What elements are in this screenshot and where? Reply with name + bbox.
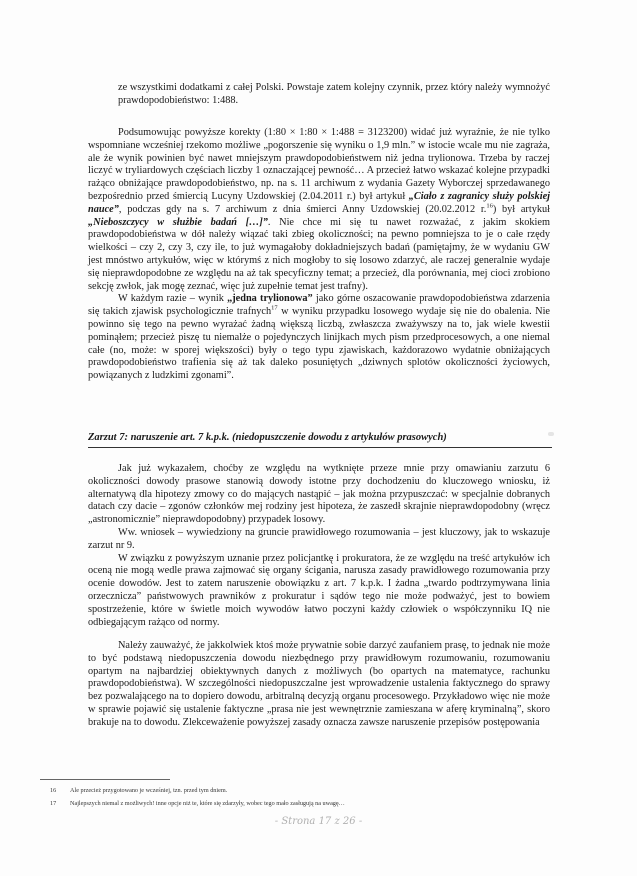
page-number: - Strona 17 z 26 - bbox=[274, 816, 363, 827]
footnote-number: 16 bbox=[50, 787, 57, 794]
summary-section bbox=[88, 127, 550, 383]
argument-section-2 bbox=[88, 640, 550, 730]
footnote-text: Najlepszych niemal z możliwych! inne opcje niż te, które się zdarzyły, wobec tego mało zasługują na uwagę… bbox=[70, 800, 345, 807]
paragraph-text: Podsumowując powyższe korekty (1:80 × 1:80 × 1:488 = 3123200) widać już wyraźnie, że nie tylko wspomniane wcześniej rzekomo możliwe „pogorszenie się wyniku o 1,9 mln.” w istocie wcale mu nie zagraża, ale że wynik powinien być nawet mniejszym prawdopodobieństwem niż jedna trylionowa. Trzeba by raczej liczyć w tryliardowych częściach liczby 1 oznaczającej pewność… A przecież łatwo wskazać kolejne przypadki rażąco obniżające prawdopodobieństwo, np. na s. 11 archiwum z wydania Gazety Wyborczej sprzedawanego bezpośrednio przed śmiercią Lucyny Uzdowskiej (2.04.2011 r.) był artykuł bbox=[88, 127, 550, 202]
scan-artifact bbox=[548, 432, 554, 436]
article-title: „Ciało z zagranicy służy polskiej nauce” bbox=[88, 190, 550, 215]
paragraph-text: , podczas gdy na s. 7 archiwum z dnia śmierci Anny Uzdowskiej (20.02.2012 r. bbox=[118, 203, 487, 215]
paragraph-conclusion bbox=[88, 293, 550, 383]
paragraph-text: W związku z powyższym uznanie przez policjantkę i prokuratora, że ze względu na treść artykułów ich oceną nie mogą wedle prawa zajmować się organy ścigania, narusza zasady prawidłowego rozumowania przy ocenie dowodów. Jest to zatem naruszenie obowiązku z art. 7 k.p.k. I żadna „twardo podtrzymywana linia orzecznicza” państwowych prawników z prokuratur i sądów tego nie może podważyć, jest to bowiem spostrzeżenie, które w świetle moich wywodów łatwo poczyni każdy człowiek o współczynniku IQ nie odbiegającym rażąco od normy. bbox=[88, 552, 550, 628]
footnote-text: Ale przecież przygotowano je wcześniej, tzn. przed tym dniem. bbox=[70, 787, 228, 794]
paragraph-text: Ww. wniosek – wywiedziony na gruncie prawidłowego rozumowania – jest kluczowy, jak to wskazuje zarzut nr 9. bbox=[88, 526, 550, 551]
footnote-number: 17 bbox=[50, 800, 57, 807]
bold-phrase: „jedna trylionowa” bbox=[227, 293, 313, 305]
paragraph-text: . Nie chce mi się tu nawet rozważać, z jakim skokiem prawdopodobieństwa w dół należy wiązać taki zbieg okoliczności; na pewno pomniejsza to je o całe rzędy wielkości – czy 2, czy 3, czy ile, to już wymagałoby dokładniejszych badań (pamiętajmy, że w wydaniu GW jest mnóstwo artykułów, więc w którymś z nich mogłoby to się losowo zdarzyć, ale raczej generalnie wydaje się nieprawdopodobne ze względu na aż tak specyficzny temat; a przecież, dla porównania, mej cioci zrobiono sekcję zwłok, jak mogę zeznać, więc już zupełnie temat jest trafny). bbox=[88, 216, 550, 292]
section-heading: Zarzut 7: naruszenie art. 7 k.p.k. (niedopuszczenie dowodu z artykułów prasowych) bbox=[88, 432, 447, 443]
paragraph-text: ze wszystkimi dodatkami z całej Polski. Powstaje zatem kolejny czynnik, przez który należy wymnożyć prawdopodobieństwo: 1:488. bbox=[118, 82, 550, 106]
footnote bbox=[50, 784, 570, 797]
paragraph-text: w wyniku przypadku losowego wydaje się nie do obalenia. Nie powinno się tego na pewno wyrażać żadną większą liczbą, zwłaszcza zważywszy na to, jak wiele kwestii pominąłem; przecież piszę tu niemalże o pojedynczych linijkach mych pism przedprocesowych, a one niemal całe (no, może: w sporej większości) były o tego typu zjawiskach, każdorazowo wydatnie obniżających prawdopodobieństwo trafienia się aż tak daleko posuniętych „dziwnych splotów okoliczności życiowych, powiązanych z ludzkimi zgonami”. bbox=[88, 306, 550, 382]
footnote-ref: 16 bbox=[486, 202, 493, 210]
footnote bbox=[50, 797, 570, 810]
paragraph-summary bbox=[88, 127, 550, 293]
argument-section bbox=[88, 463, 550, 629]
paragraph-text: ) był artykuł bbox=[492, 203, 550, 215]
article-title: „Nieboszczycy w służbie badań […]” bbox=[88, 216, 268, 228]
continued-paragraph bbox=[88, 82, 550, 108]
paragraph-text: Należy zauważyć, że jakkolwiek ktoś może prywatnie sobie darzyć zaufaniem prasę, to jednak nie może to być podstawą niedopuszczenia dowodu niezbędnego przy prawidłowym rozumowaniu, rozumowaniu opartym na najbardziej obiektywnych danych z możliwych (bo opartych na matematyce, rachunku prawdopodobieństwa). W szczególności niedopuszczalne jest wprowadzenie ustalenia faktycznego do sprawy bez pozwalającego na to dopiero dowodu, arbitralną decyzją organu procesowego. Przykładowo więc nie może w sprawie pojawić się ustalenie faktyczne „prasa nie jest wewnętrznie zamieszana w aferę kryminalną”, skoro brakuje na to dowodu. Zlekceważenie powyższej zasady oznacza zawsze naruszenie przepisów postępowania bbox=[88, 640, 550, 728]
paragraph-text: Jak już wykazałem, choćby ze względu na wytknięte przeze mnie przy omawianiu zarzutu 6 okoliczności dowody prasowe stanowią dowody istotne przy dochodzeniu do kluczowego wniosku, iż alternatywą dla hipotezy zmowy co do mających nastąpić – jak można przypuszczać: w specjalnie dobranych datach czy dacie – zgonów członków mej rodziny jest hipoteza, że zaszedł skrajnie nieprawdopodobny (wręcz „astronomicznie” nieprawdopodobny) przypadek losowy. bbox=[88, 463, 550, 526]
footnotes bbox=[50, 784, 570, 810]
footnote-ref: 17 bbox=[271, 304, 278, 312]
paragraph-text: W każdym razie – wynik bbox=[118, 293, 228, 305]
paragraph-text: jako górne oszacowanie prawdopodobieństwa zdarzenia się takich zjawisk psychologicznie trafnych bbox=[88, 293, 551, 318]
footnote-separator bbox=[40, 779, 170, 780]
heading-underline bbox=[88, 447, 552, 448]
